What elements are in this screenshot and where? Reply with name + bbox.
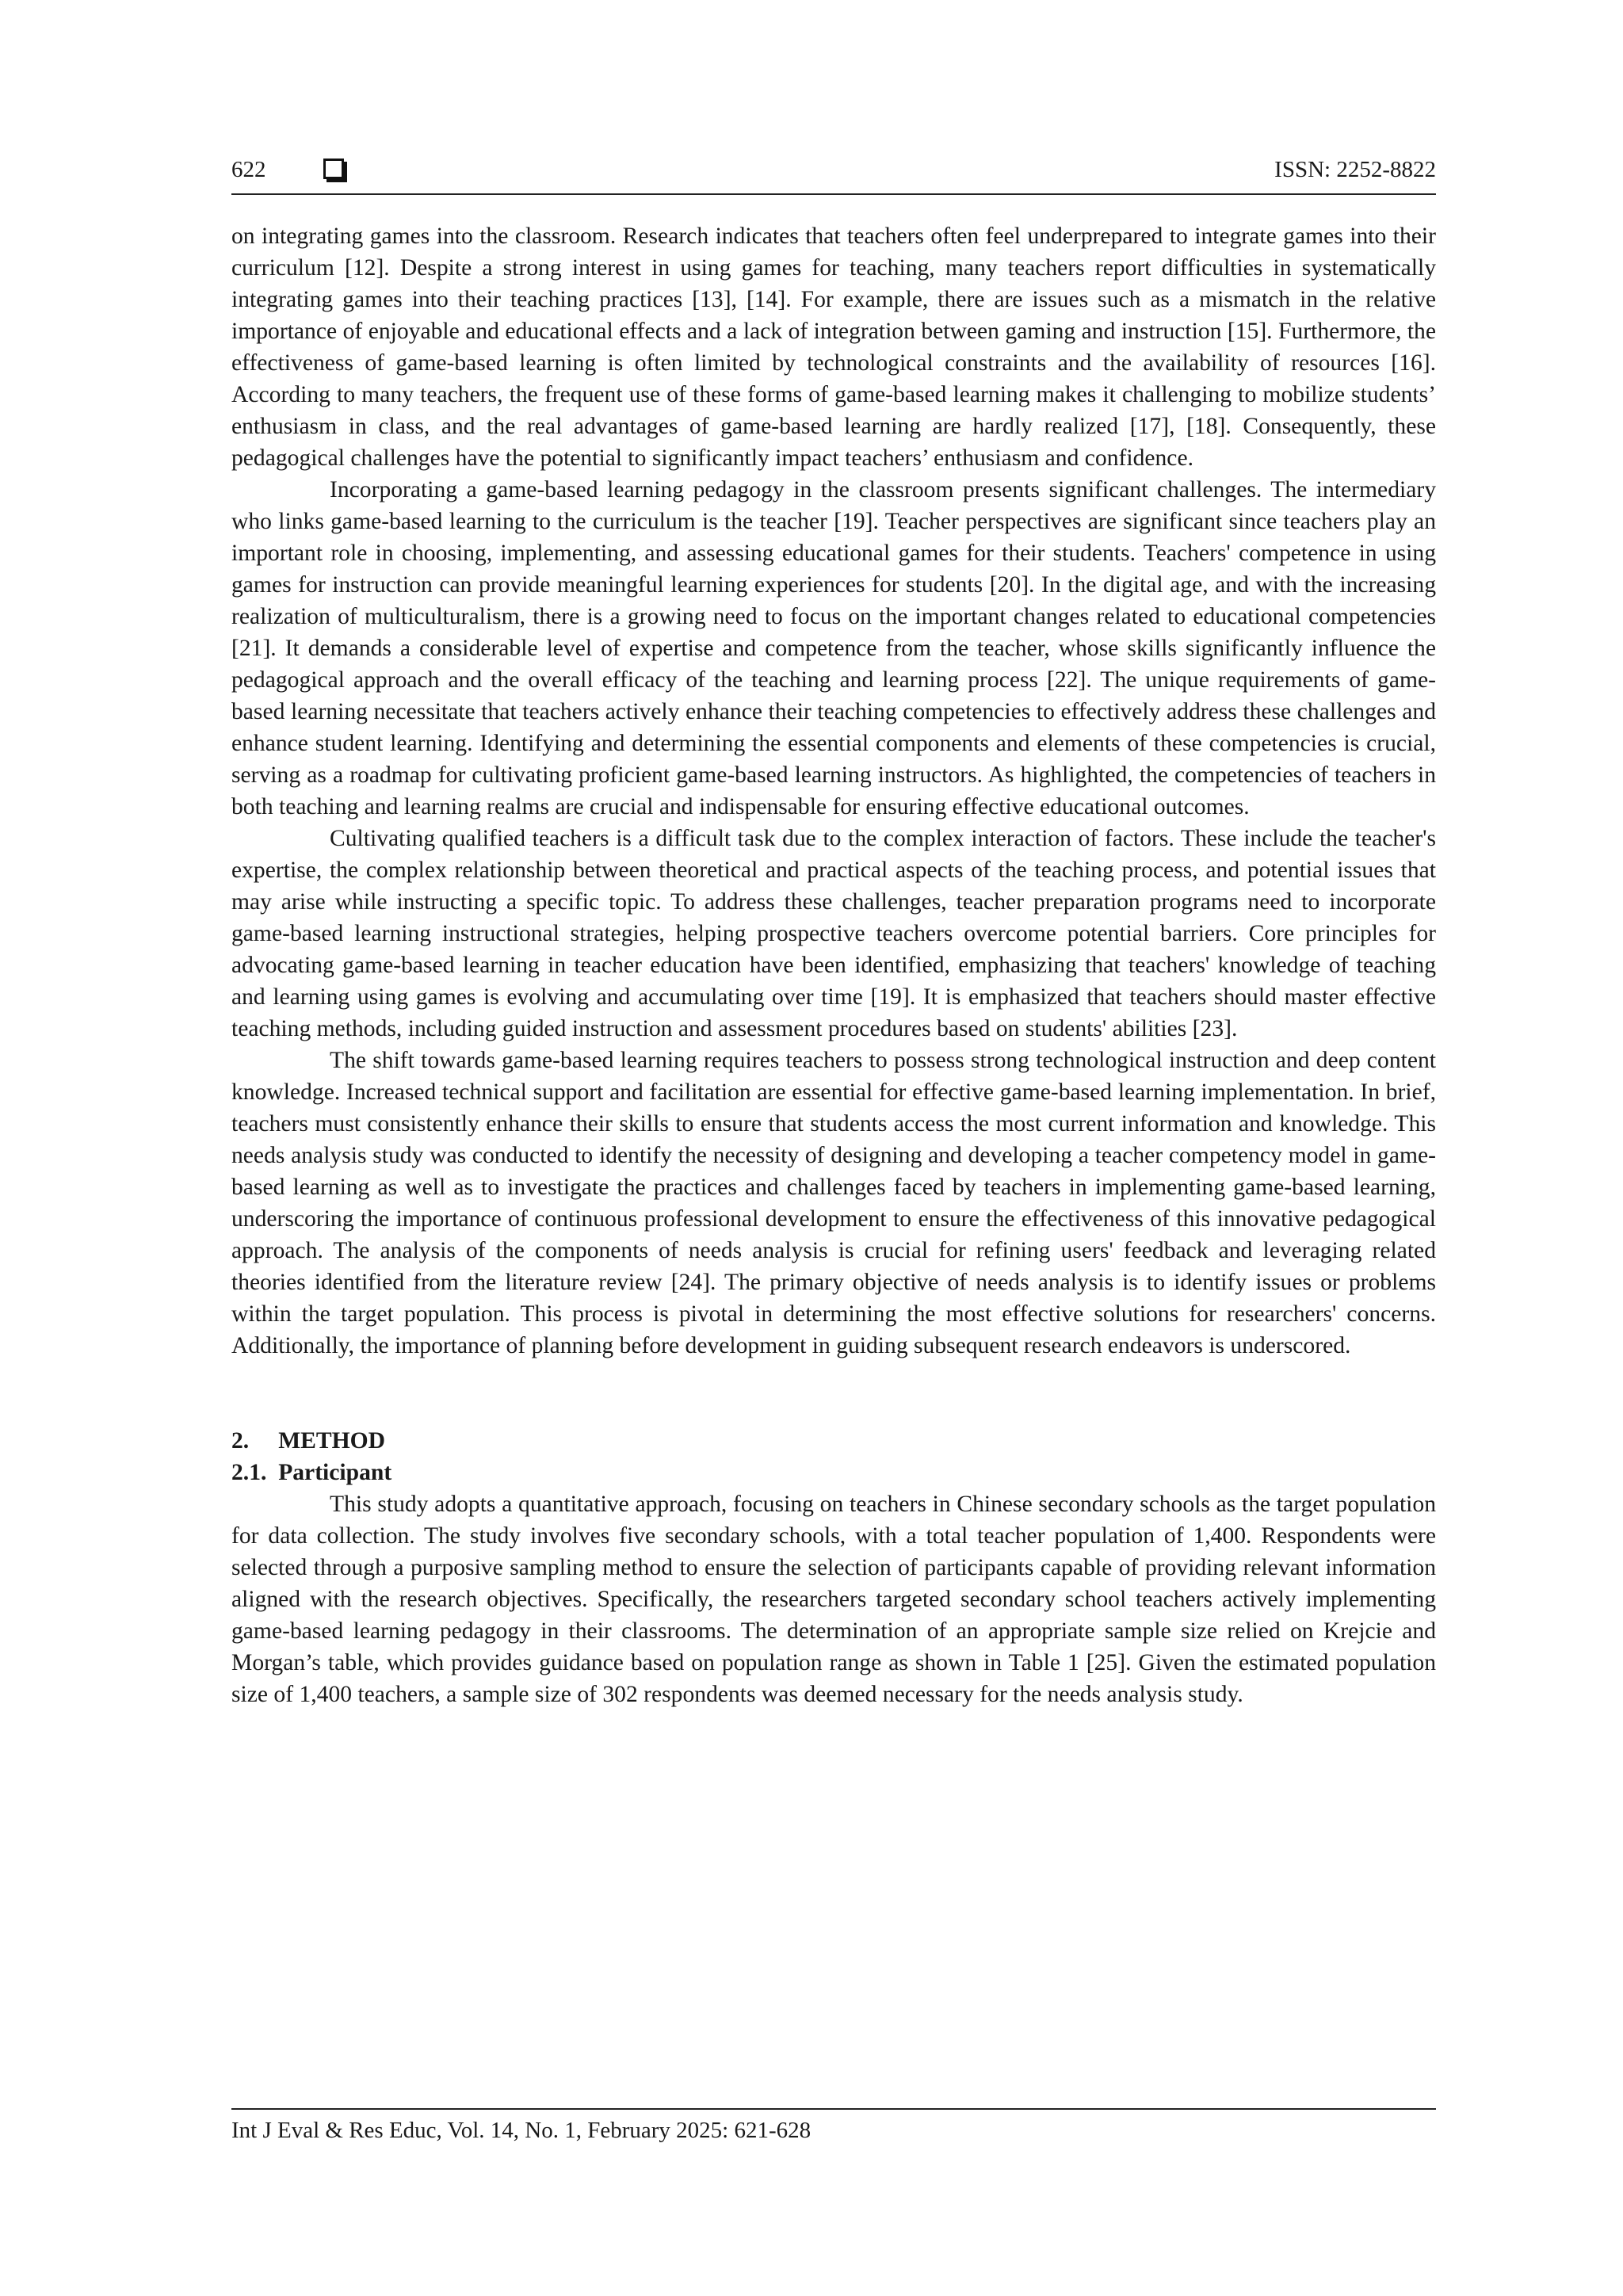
- paragraph-cultivating: Cultivating qualified teachers is a difficult task due to the complex interaction of factors. These include the teacher's expertise, the complex relationship between theoretical and practical aspects of the teaching process, and potential issues that may arise while instructing a specific topic. To address these challenges, teacher preparation programs need to incorporate game-based learning instructional strategies, helping prospective teachers overcome potential barriers. Core principles for advocating game-based learning in teacher education have been identified, emphasizing that teachers' knowledge of teaching and learning using games is evolving and accumulating over time [19]. It is emphasized that teachers should master effective teaching methods, including guided instruction and assessment procedures based on students' abilities [23].: [231, 826, 1436, 1041]
- paragraph-incorporating: Incorporating a game-based learning pedagogy in the classroom presents significant challenges. The intermediary who links game-based learning to the curriculum is the teacher [19]. Teacher perspectives are significant since teachers play an important role in choosing, implementing, and assessing educational games for their students. Teachers' competence in using games for instruction can provide meaningful learning experiences for students [20]. In the digital age, and with the increasing realization of multiculturalism, there is a growing need to focus on the important changes related to educational competencies [21]. It demands a considerable level of expertise and competence from the teacher, whose skills significantly influence the pedagogical approach and the overall efficacy of the teaching and learning process [22]. The unique requirements of game-based learning necessitate that teachers actively enhance their teaching competencies to effectively address these challenges and enhance student learning. Identifying and determining the essential components and elements of these competencies is crucial, serving as a roadmap for cultivating proficient game-based learning instructors. As highlighted, the competencies of teachers in both teaching and learning realms are crucial and indispensable for ensuring effective educational outcomes.: [231, 477, 1436, 819]
- paragraph-shift: The shift towards game-based learning requires teachers to possess strong technological instruction and deep content knowledge. Increased technical support and facilitation are essential for effective game-based learning implementation. In brief, teachers must consistently enhance their skills to ensure that students access the most current information and knowledge. This needs analysis study was conducted to identify the necessity of designing and developing a teacher competency model in game-based learning as well as to investigate the practices and challenges faced by teachers in implementing game-based learning, underscoring the importance of continuous professional development to ensure the effectiveness of this innovative pedagogical approach. The analysis of the components of needs analysis is crucial for refining users' feedback and leveraging related theories identified from the literature review [24]. The primary objective of needs analysis is to identify issues or problems within the target population. This process is pivotal in determining the most effective solutions for researchers' concerns. Additionally, the importance of planning before development in guiding subsequent research endeavors is underscored.: [231, 1048, 1436, 1358]
- section-heading-method: [231, 1425, 1436, 1457]
- page-header: [231, 155, 1436, 195]
- page-footer: [231, 2108, 1436, 2144]
- article-body: [231, 220, 1436, 1710]
- subsection-number: 2.1.: [231, 1460, 267, 1485]
- paragraph-method: This study adopts a quantitative approach, focusing on teachers in Chinese secondary schools as the target population for data collection. The study involves five secondary schools, with a total teacher population of 1,400. Respondents were selected through a purposive sampling method to ensure the selection of participants capable of providing relevant information aligned with the research objectives. Specifically, the researchers targeted secondary school teachers actively implementing game-based learning pedagogy in their classrooms. The determination of an appropriate sample size relied on Krejcie and Morgan’s table, which provides guidance based on population range as shown in Table 1 [25]. Given the estimated population size of 1,400 teachers, a sample size of 302 respondents was deemed necessary for the needs analysis study.: [231, 1492, 1436, 1707]
- section-title: METHOD: [278, 1428, 386, 1454]
- subsection-title: Participant: [278, 1460, 392, 1485]
- checkbox-square-icon: [323, 159, 344, 179]
- paragraph-continued: on integrating games into the classroom. Research indicates that teachers often feel underprepared to integrate games into their curriculum [12]. Despite a strong interest in using games for teaching, many teachers report difficulties in systematically integrating games into their teaching practices [13], [14]. For example, there are issues such as a mismatch in the relative importance of enjoyable and educational effects and a lack of integration between gaming and instruction [15]. Furthermore, the effectiveness of game-based learning is often limited by technological constraints and the availability of resources [16]. According to many teachers, the frequent use of these forms of game-based learning makes it challenging to mobilize students’ enthusiasm in class, and the real advantages of game-based learning are hardly realized [17], [18]. Consequently, these pedagogical challenges have the potential to significantly impact teachers’ enthusiasm and confidence.: [231, 223, 1436, 471]
- subsection-heading-participant: [231, 1457, 1436, 1488]
- footer-citation: Int J Eval & Res Educ, Vol. 14, No. 1, February 2025: 621-628: [231, 2118, 812, 2143]
- page-number: 622: [231, 157, 266, 182]
- section-number: 2.: [231, 1428, 250, 1454]
- journal-issn: ISSN: 2252-8822: [1274, 157, 1436, 182]
